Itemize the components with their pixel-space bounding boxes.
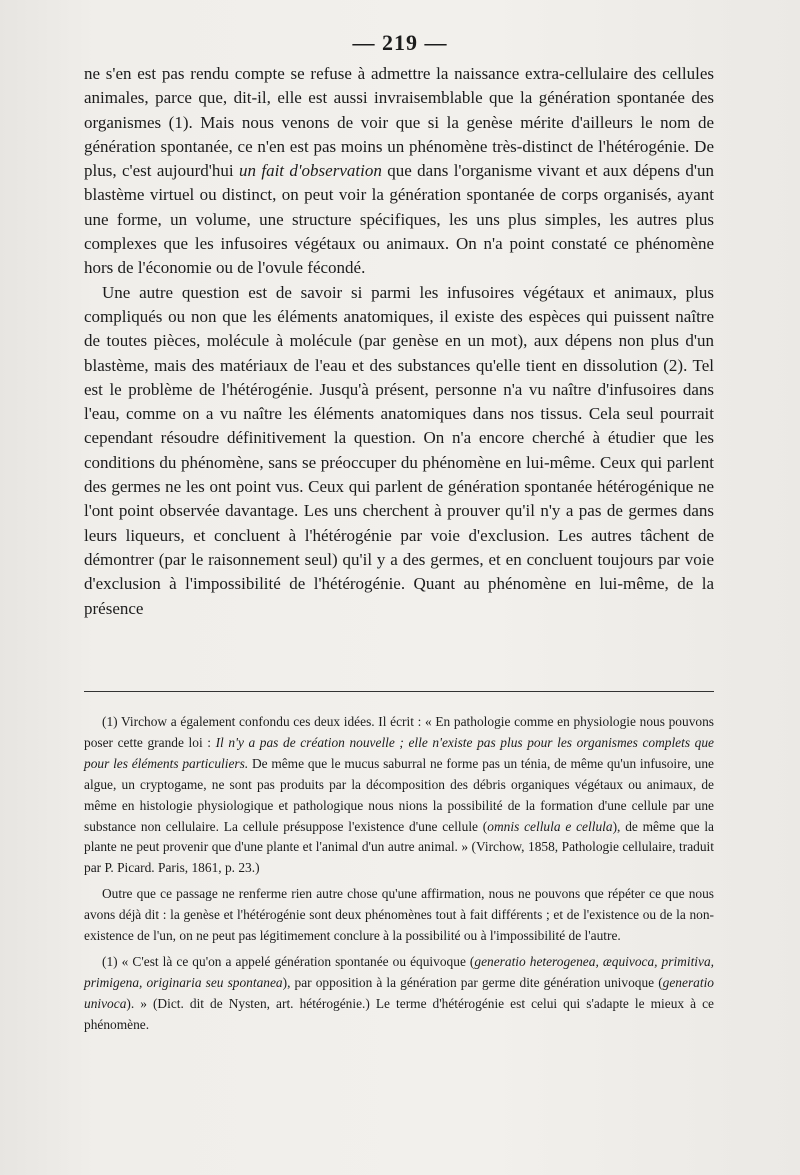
text-run: Outre que ce passage ne renferme rien autre chose qu'une affirmation, nous ne pouvons que répéter ce que nous avons déjà dit : la genèse et l'hétérogénie sont deux phénomènes tout à fait différents ; et de l'existence ou de la non-existence de l'un, on ne peut pas légitimement conclure à la possibilité ou à l'impossibilité de l'autre. bbox=[84, 886, 714, 944]
footnote-2 bbox=[84, 952, 714, 1036]
text-run: (1) Virchow a également confondu ces deux idées. Il écrit : « En pathologie comme en physiologie nous pouvons poser cette grande loi : bbox=[84, 714, 714, 750]
italic-text-run: generatio heterogenea, æquivoca, primitiva, primigena, originaria seu spontanea bbox=[84, 953, 714, 990]
italic-text-run: Il n'y a pas de création nouvelle ; elle n'existe pas plus pour les organismes complets que pour les éléments particuliers. bbox=[84, 734, 714, 771]
text-run: (1) « C'est là ce qu'on a appelé génération spontanée ou équivoque ( bbox=[102, 953, 475, 969]
italic-text-run: omnis cellula e cellula bbox=[487, 818, 613, 834]
footnote-divider bbox=[84, 691, 714, 692]
footnote-1 bbox=[84, 712, 714, 879]
text-run: ), de même que la plante ne peut provenir que d'une plante et l'animal d'un autre animal. » (Virchow, 1858, Pathologie cellulaire, traduit par P. Picard. Paris, 1861, p. 23.) bbox=[84, 818, 715, 876]
paragraph-2 bbox=[84, 281, 714, 621]
text-run: ). » (Dict. dit de Nysten, art. hétérogénie.) Le terme d'hétérogénie est celui qui s'adapte le mieux à ce phénomène. bbox=[84, 995, 714, 1032]
paragraph-1 bbox=[84, 62, 714, 281]
italic-text-run: un fait d'observation bbox=[238, 161, 382, 181]
text-run: De même que le mucus saburral ne forme pas un ténia, de même qu'un infusoire, une algue, un cryptogame, ne sont pas produits par la décomposition des débris organiques végétaux ou animaux, de même en histologie physiologique et pathologique nous nions la possibilité de la formation d'une cellule par une substance non cellulaire. La cellule présuppose l'existence d'une cellule ( bbox=[84, 755, 714, 834]
text-run: ne s'en est pas rendu compte se refuse à admettre la naissance extra-cellulaire des cellules animales, parce que, dit-il, elle est aussi invraisemblable que la génération spontanée des organismes (1). Mais nous venons de voir que si la genèse mérite d'ailleurs le nom de génération spontanée, ce n'en est pas moins un phénomène très-distinct de l'hétérogénie. De plus, c'est aujourd'hui bbox=[84, 64, 714, 181]
text-run: que dans l'organisme vivant et aux dépens d'un blastème virtuel ou distinct, on peut voir la génération spontanée de corps organisés, ayant une forme, un volume, une structure spécifiques, les uns plus simples, les autres plus complexes que les infusoires végétaux ou animaux. On n'a point constaté ce phénomène hors de l'économie ou de l'ovule fécondé. bbox=[84, 161, 714, 278]
text-run: Une autre question est de savoir si parmi les infusoires végétaux et animaux, plus compliqués ou non que les éléments anatomiques, il existe des espèces qui puissent naître de toutes pièces, molécule à molécule (par genèse en un mot), aux dépens non plus d'un blastème, mais des matériaux de l'eau et des substances qu'elle tient en dissolution (2). Tel est le problème de l'hétérogénie. Jusqu'à présent, personne n'a vu naître d'infusoires dans l'eau, comme on a vu naître les éléments anatomiques dans nos tissus. Cela seul pourrait cependant résoudre définitivement la question. On n'a encore cherché à étudier que les conditions du phénomène, sans se préoccuper du phénomène en lui-même. Ceux qui parlent des germes ne les ont point vus. Ceux qui parlent de génération spontanée hétérogénique ne l'ont point observée davantage. Les uns cherchent à prouver qu'il n'y a pas de germes dans leurs liqueurs, et concluent à l'hétérogénie par voie d'exclusion. Les autres tâchent de démontrer (par le raisonnement seul) qu'il y a des germes, et en concluent toujours par voie d'exclusion à l'impossibilité de l'hétérogénie. Quant au phénomène en lui-même, de la présence bbox=[84, 282, 714, 618]
italic-text-run: generatio univoca bbox=[84, 974, 714, 1011]
text-run: ), par opposition à la génération par germe dite génération univoque ( bbox=[282, 974, 663, 990]
page-number: — 219 — bbox=[352, 30, 448, 55]
footnotes bbox=[84, 712, 714, 1041]
main-text bbox=[84, 62, 714, 621]
footnote-1-continuation bbox=[84, 884, 714, 947]
